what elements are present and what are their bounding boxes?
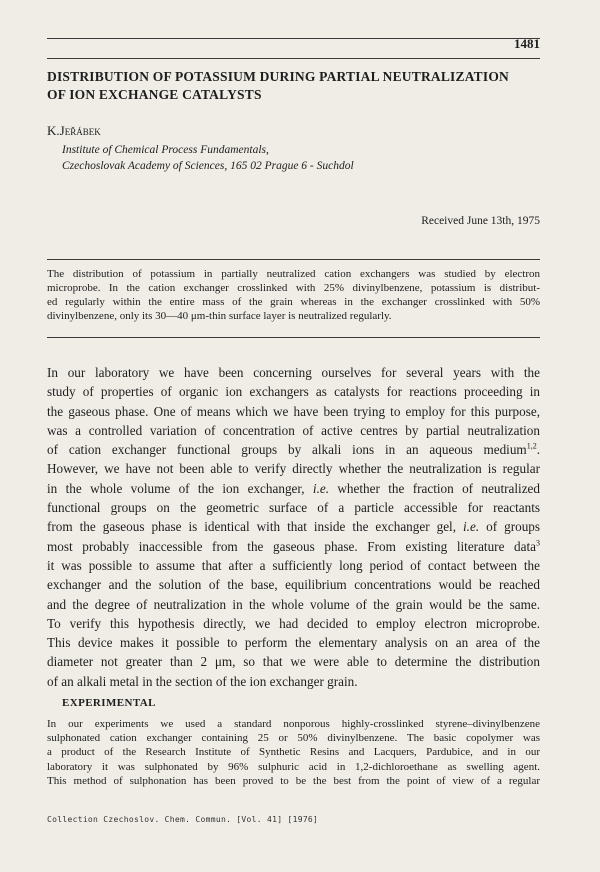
abstract: [47, 267, 540, 323]
author-affiliation: [62, 142, 354, 174]
affiliation-line: Institute of Chemical Process Fundamentals,: [62, 144, 269, 156]
body-line: study of properties of organic ion exchangers as catalysts for reactions proceeding in: [47, 384, 540, 400]
body-line: diameter not greater than 2 μm, so that we were able to determine the distribution: [47, 654, 540, 670]
experimental-line: This method of sulphonation has been proved to be the best from the point of view of a regular: [47, 774, 540, 787]
body-line: In our laboratory we have been concerning ourselves for several years with the: [47, 365, 540, 380]
body-line: of an alkali metal in the section of the ion exchanger grain.: [47, 673, 358, 689]
body-line: of cation exchanger functional groups by alkali ions in an aqueous medium$^{1,2}$.: [47, 441, 540, 458]
received-date: Received June 13th, 1975: [421, 215, 540, 227]
experimental-line: laboratory it was sulphonated by 96% sulphuric acid in 1,2-dichloroethane as swelling agent.: [47, 760, 540, 773]
body-line: functional groups on the geometric surface of a particle accessible for reactants: [47, 500, 540, 516]
author-name: K.Jeřábek: [47, 123, 101, 138]
citation-ref: 3: [536, 538, 540, 548]
abstract-rule-top: [47, 259, 540, 260]
body-line: To verify this hypothesis directly, we had decided to employ electron microprobe.: [47, 615, 540, 631]
body-line: in the whole volume of the ion exchanger, i.e. whether the fraction of neutralized: [47, 480, 540, 496]
body-line: However, we have not been able to verify directly whether the neutralization is regular: [47, 461, 540, 477]
introduction-paragraph: [47, 363, 540, 691]
body-line: and the degree of neutralization in the whole volume of the grain would be the same.: [47, 596, 540, 612]
affiliation-line: Czechoslovak Academy of Sciences, 165 02 Prague 6 - Suchdol: [62, 160, 354, 172]
experimental-line: sulphonated cation exchanger containing 25 or 50% divinylbenzene. The basic copolymer was: [47, 732, 540, 745]
article-title: [47, 68, 547, 104]
body-line: exchanger and the solution of the base, equilibrium concentrations would be reached: [47, 577, 540, 593]
body-line: most probably inaccessible from the gaseous phase. From existing literature data$^3$: [47, 538, 540, 554]
title-line: DISTRIBUTION OF POTASSIUM DURING PARTIAL NEUTRALIZATION: [47, 69, 509, 84]
experimental-paragraph: [47, 717, 540, 788]
experimental-line: a product of the Research Institute of Synthetic Resins and Lacquers, Pardubice, and in our: [47, 746, 540, 759]
header-rule-bottom: [47, 58, 540, 59]
body-line: was a controlled variation of concentration of active centres by partial neutralization: [47, 422, 540, 438]
abstract-rule-bottom: [47, 337, 540, 338]
experimental-line: In our experiments we used a standard nonporous highly-crosslinked styrene–divinylbenzene: [47, 718, 540, 730]
abstract-line: ed regularly within the entire mass of the grain whereas in the exchanger crosslinked with 50%: [47, 296, 540, 308]
body-line: the gaseous phase. One of means which we have been trying to employ for this purpose,: [47, 403, 540, 419]
section-heading-experimental: EXPERIMENTAL: [62, 697, 156, 709]
title-line: OF ION EXCHANGE CATALYSTS: [47, 87, 262, 102]
abstract-line: The distribution of potassium in partially neutralized cation exchangers was studied by electron: [47, 268, 540, 280]
header-rule-top: [47, 38, 540, 39]
page-number: 1481: [514, 36, 540, 51]
body-line: it was possible to assume that after a sufficiently long period of contact between the: [47, 557, 540, 573]
abstract-line: divinylbenzene, only its 30—40 μm-thin surface layer is neutralized regularly.: [47, 310, 392, 322]
citation-ref: 1,2: [526, 441, 537, 451]
body-line: from the gaseous phase is identical with that inside the exchanger gel, i.e. of groups: [47, 519, 541, 535]
journal-citation-footer: Collection Czechoslov. Chem. Commun. [Vol. 41] [1976]: [47, 815, 319, 824]
body-line: This device makes it possible to perform the elementary analysis on an area of the: [47, 635, 540, 651]
abstract-line: microprobe. In the cation exchanger crosslinked with 25% divinylbenzene, potassium is distribut-: [47, 282, 540, 294]
